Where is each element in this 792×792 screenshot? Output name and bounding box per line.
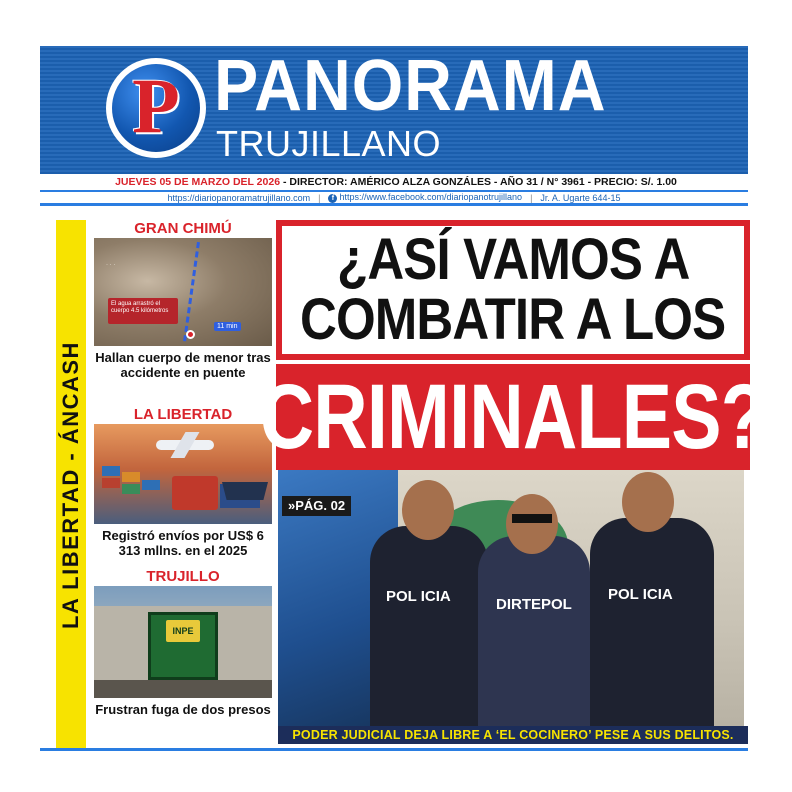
logo-letter: P <box>132 62 180 149</box>
story-section: LA LIBERTAD <box>133 406 233 423</box>
facebook-icon: f <box>328 194 337 203</box>
vest-label-center: DIRTEPOL <box>496 596 572 613</box>
website-link[interactable]: https://diariopanoramatrujillano.com <box>167 192 311 203</box>
story-section: GRAN CHIMÚ <box>134 220 232 237</box>
headline-line-2: COMBATIR A LOS <box>300 287 726 352</box>
truck-icon <box>172 476 218 510</box>
ship-icon <box>222 482 268 500</box>
map-time-badge: 11 min <box>214 322 241 331</box>
facebook-url: https://www.facebook.com/diariopanotrujillano <box>339 192 523 202</box>
map-annotation: El agua arrastró el cuerpo 4.5 kilómetros <box>108 298 178 324</box>
container-icon <box>122 472 140 482</box>
logo-emblem <box>112 64 200 152</box>
detainee-head <box>506 494 558 554</box>
vest-label-left: POL ICIA <box>386 588 451 605</box>
region-band-text: LA LIBERTAD - ÁNCASH <box>58 341 83 629</box>
censor-bar <box>512 514 552 523</box>
story-section: TRUJILLO <box>146 568 220 585</box>
container-icon <box>142 480 160 490</box>
lead-photo-caption: PODER JUDICIAL DEJA LIBRE A ‘EL COCINERO’ PESE A SUS DELITOS. <box>278 726 748 744</box>
region-band <box>56 220 86 750</box>
bottom-rule <box>40 748 748 751</box>
inpe-sign: INPE <box>166 620 200 642</box>
headline-line-3: CRIMINALES? <box>259 366 767 468</box>
issue-info-line <box>0 176 792 188</box>
officer-right <box>590 518 714 726</box>
container-icon <box>102 466 120 476</box>
headline-inner <box>282 226 744 354</box>
officer-right-head <box>622 472 674 532</box>
headline-main-banner <box>259 364 767 470</box>
contact-bar <box>40 190 748 206</box>
map-image <box>94 238 272 346</box>
map-route <box>183 242 205 342</box>
map-place-label: · · · <box>106 262 116 268</box>
issue-date: JUEVES 05 DE MARZO DEL 2026 <box>115 176 281 188</box>
headline-line-1: ¿ASÍ VAMOS A <box>336 227 690 292</box>
officer-left-head <box>402 480 454 540</box>
prison-image <box>94 586 272 698</box>
newspaper-subtitle: TRUJILLANO <box>216 123 442 164</box>
issue-details: - DIRECTOR: AMÉRICO ALZA GONZÁLES - AÑO 31 / N° 3961 - PRECIO: S/. 1.00 <box>280 176 677 188</box>
side-story-trujillo[interactable] <box>94 568 272 717</box>
headline-box <box>276 220 750 360</box>
separator: | <box>318 192 321 203</box>
container-icon <box>122 484 140 494</box>
address: Jr. A. Ugarte 644-15 <box>540 192 621 203</box>
vest-label-right: POL ICIA <box>608 586 673 603</box>
trade-image <box>94 424 272 524</box>
masthead <box>40 46 748 174</box>
story-caption: Registró envíos por US$ 6 313 mllns. en el 2025 <box>102 528 264 558</box>
airplane-icon <box>156 440 214 450</box>
container-icon <box>102 478 120 488</box>
side-story-la-libertad[interactable] <box>94 406 272 558</box>
ground <box>94 680 272 698</box>
facebook-link[interactable] <box>328 192 522 203</box>
detainee <box>478 536 590 726</box>
separator: | <box>530 192 533 203</box>
story-caption: Frustran fuga de dos presos <box>95 702 271 717</box>
side-story-gran-chimu[interactable] <box>94 220 272 380</box>
officer-left <box>370 526 488 726</box>
story-caption: Hallan cuerpo de menor tras accidente en puente <box>95 350 271 380</box>
page-reference[interactable]: »PÁG. 02 <box>282 496 351 516</box>
newspaper-logo <box>106 58 206 158</box>
newspaper-name: PANORAMA <box>214 46 607 126</box>
map-pin-icon <box>186 330 195 339</box>
